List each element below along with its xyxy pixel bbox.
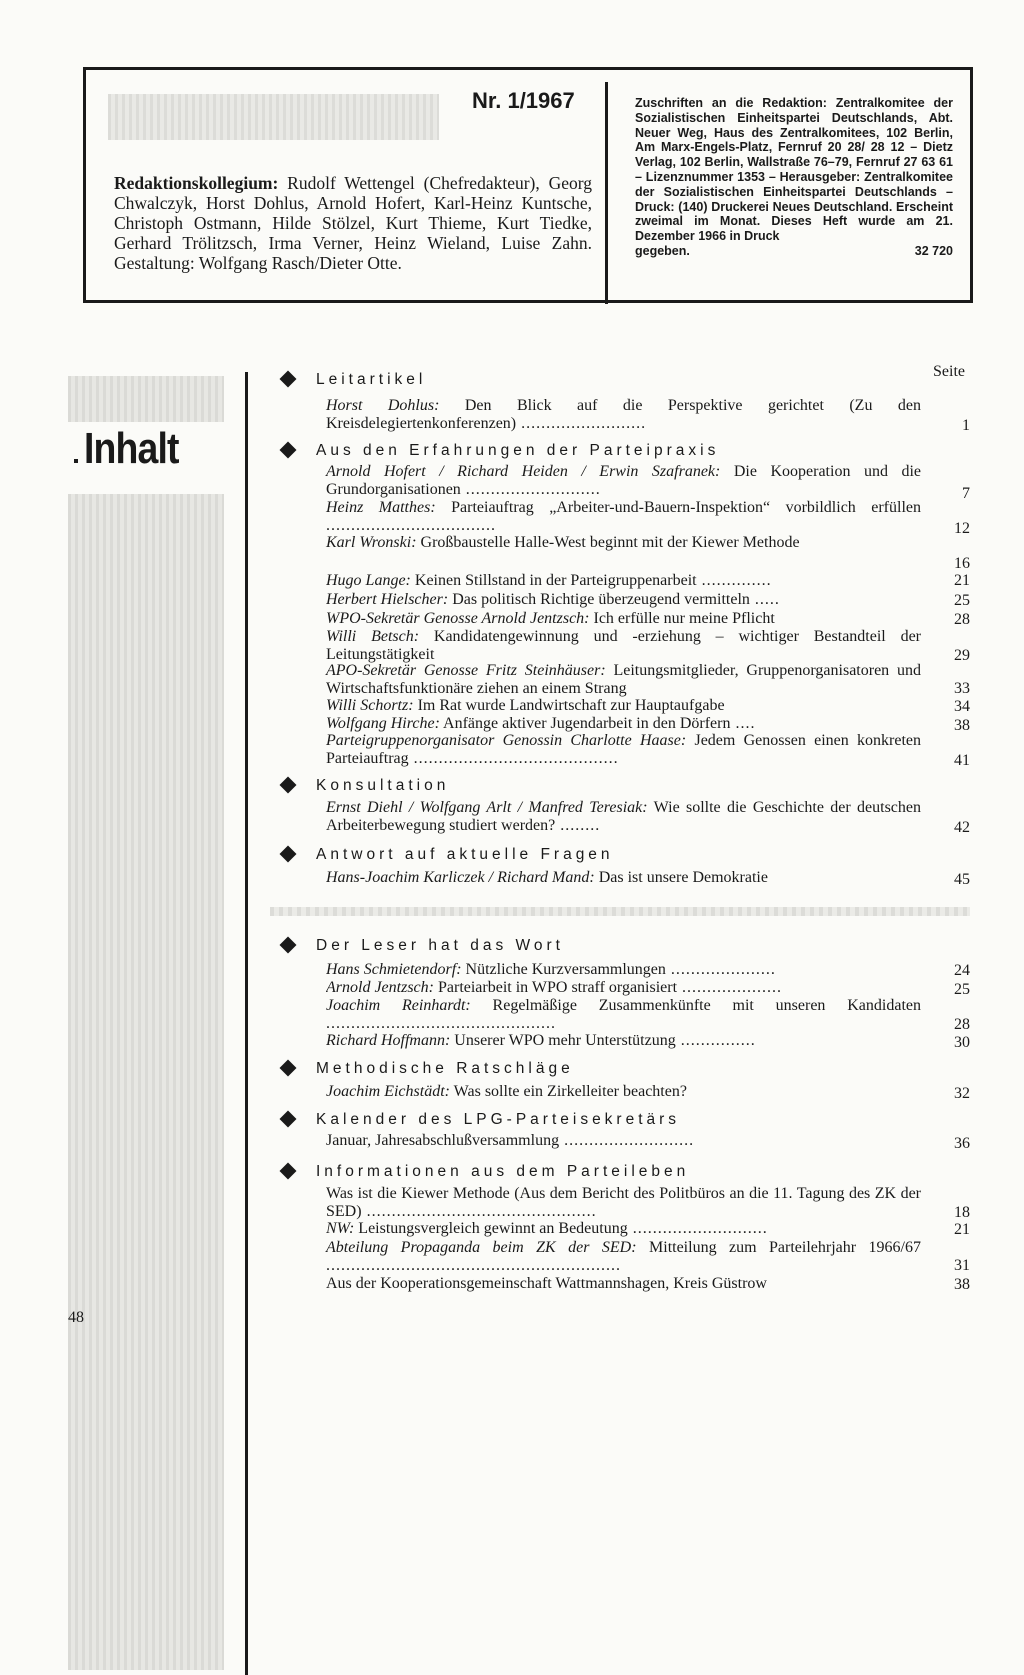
- entry-author: Heinz Matthes:: [326, 499, 436, 516]
- entry-title: Was ist die Kiewer Methode (Aus dem Bericht des Politbüros an die 11. Tagung des ZK der SED): [326, 1185, 921, 1220]
- publisher-code: 32 720: [914, 243, 953, 258]
- entry-author: Arnold Jentzsch:: [326, 979, 434, 996]
- toc-entry: [326, 869, 921, 887]
- entry-title: Ich erfülle nur meine Pflicht: [589, 610, 775, 627]
- entry-page: 28: [954, 1016, 970, 1033]
- entry-page: 33: [954, 680, 970, 697]
- entry-title: Leistungsvergleich gewinnt an Bedeutung: [354, 1220, 628, 1237]
- toc-entry: Was ist die Kiewer Methode (Aus dem Bericht des Politbüros an die 11. Tagung des ZK der SED) ..............................................: [326, 1185, 921, 1220]
- entry-author: Hugo Lange:: [326, 572, 411, 589]
- seite-column-label: Seite: [933, 363, 965, 380]
- toc-entry: Hugo Lange: Keinen Stillstand in der Parteigruppenarbeit ..............: [326, 572, 772, 589]
- section-heading: [278, 776, 449, 796]
- editorial-board-label: Redaktionskollegium:: [114, 173, 279, 193]
- toc-entry: Richard Hoffmann: Unserer WPO mehr Unterstützung ...............: [326, 1032, 756, 1049]
- diamond-bullet-icon: [280, 1059, 297, 1076]
- entry-page: 21: [954, 1221, 970, 1238]
- entry-page: 12: [954, 520, 970, 537]
- diamond-bullet-icon: [280, 776, 297, 793]
- entry-page: 28: [954, 611, 970, 628]
- masthead-gray-band: [108, 94, 439, 140]
- entry-page: 31: [954, 1257, 970, 1274]
- entry-author: Abteilung Propaganda beim ZK der SED:: [326, 1239, 637, 1256]
- entry-title: Regelmäßige Zusammenkünfte mit unseren Kandidaten: [470, 997, 921, 1014]
- entry-page: 24: [954, 962, 970, 979]
- entry-author: NW:: [326, 1220, 355, 1237]
- toc-entry: Arnold Jentzsch: Parteiarbeit in WPO straff organisiert ....................: [326, 979, 783, 996]
- toc-entry: Parteigruppenorganisator Genossin Charlotte Haase: Jedem Genossen einen konkreten Parteiauftrag .........................................: [326, 732, 921, 767]
- entry-title: Parteiauftrag „Arbeiter-und-Bauern-Inspektion“ vorbildlich erfüllen: [435, 499, 922, 516]
- section-separator-band: [270, 907, 970, 916]
- section-heading-text: Methodische Ratschläge: [316, 1060, 574, 1077]
- entry-page: 1: [962, 417, 970, 434]
- entry-title: Jedem Genossen einen konkreten Parteiauftrag: [326, 732, 921, 767]
- entry-page: 16: [954, 555, 970, 572]
- entry-title: Kandidatengewinnung und -erziehung – wichtiger Bestandteil der Leitungstätigkeit: [326, 628, 922, 663]
- entry-page: 36: [954, 1135, 970, 1152]
- toc-entry: Abteilung Propaganda beim ZK der SED: Mitteilung zum Parteilehrjahr 1966/67 ...........................................................: [326, 1239, 921, 1274]
- toc-entry: [326, 628, 921, 663]
- entry-title: Januar, Jahresabschlußversammlung: [326, 1132, 560, 1149]
- toc-entry: Heinz Matthes: Parteiauftrag „Arbeiter-und-Bauern-Inspektion“ vorbildlich erfüllen ..................................: [326, 499, 922, 534]
- entry-page: 18: [954, 1204, 970, 1221]
- section-heading: [278, 845, 614, 865]
- toc-entry: Herbert Hielscher: Das politisch Richtige überzeugend vermitteln .....: [326, 591, 780, 608]
- section-heading-text: Konsultation: [316, 777, 450, 794]
- entry-title: Was sollte ein Zirkelleiter beachten?: [449, 1083, 687, 1100]
- entry-title: Anfänge aktiver Jugendarbeit in den Dörfern: [439, 715, 731, 732]
- section-heading: [278, 370, 426, 390]
- toc-entry: [326, 1275, 921, 1293]
- section-heading-text: Aus den Erfahrungen der Parteipraxis: [316, 442, 720, 459]
- entry-page: 45: [954, 871, 970, 888]
- entry-title: Parteiarbeit in WPO straff organisiert: [433, 979, 678, 996]
- entry-page: 30: [954, 1034, 970, 1051]
- section-heading-text: Leitartikel: [316, 371, 427, 388]
- entry-title: Nützliche Kurzversammlungen: [461, 961, 666, 978]
- entry-page: 21: [954, 572, 970, 589]
- section-heading-text: Informationen aus dem Parteileben: [316, 1163, 690, 1180]
- entry-author: Wolfgang Hirche:: [326, 715, 440, 732]
- entry-page: 32: [954, 1085, 970, 1102]
- diamond-bullet-icon: [280, 845, 297, 862]
- toc-entry: [326, 1083, 921, 1101]
- entry-page: 38: [954, 1276, 970, 1293]
- toc-entry: Arnold Hofert / Richard Heiden / Erwin Szafranek: Die Kooperation und die Grundorganisationen ...........................: [326, 463, 922, 498]
- entry-author: Willi Betsch:: [326, 628, 420, 645]
- toc-entry: [326, 534, 921, 552]
- diamond-bullet-icon: [280, 936, 297, 953]
- entry-title: Den Blick auf die Perspektive gerichtet (Zu den Kreisdelegiertenkonferenzen): [326, 397, 921, 432]
- entry-author: WPO-Sekretär Genosse Arnold Jentzsch:: [326, 610, 590, 627]
- entry-title: Unserer WPO mehr Unterstützung: [450, 1032, 676, 1049]
- entry-title: Großbaustelle Halle-West beginnt mit der Kiewer Methode: [416, 534, 800, 551]
- entry-author: Hans-Joachim Karliczek / Richard Mand:: [326, 869, 595, 886]
- entry-page: 25: [954, 592, 970, 609]
- entry-title: Im Rat wurde Landwirtschaft zur Hauptaufgabe: [413, 697, 725, 714]
- section-heading: [278, 936, 564, 956]
- entry-author: Joachim Reinhardt:: [326, 997, 471, 1014]
- entry-title: Keinen Stillstand in der Parteigruppenarbeit: [410, 572, 697, 589]
- toc-entry: Januar, Jahresabschlußversammlung ..........................: [326, 1132, 695, 1149]
- section-heading-text: Der Leser hat das Wort: [316, 937, 564, 954]
- entry-title: Wie sollte die Geschichte der deutschen Arbeiterbewegung studiert werden?: [326, 799, 921, 834]
- entry-author: Joachim Eichstädt:: [326, 1083, 450, 1100]
- section-heading: [278, 1110, 680, 1130]
- publisher-info-last-line: [635, 244, 953, 259]
- issue-number: Nr. 1/1967: [472, 88, 575, 113]
- entry-title: Mitteilung zum Parteilehrjahr 1966/67: [636, 1239, 921, 1256]
- entry-page: 7: [962, 485, 970, 502]
- entry-author: Arnold Hofert / Richard Heiden / Erwin Szafranek:: [326, 463, 721, 480]
- entry-author: APO-Sekretär Genosse Fritz Steinhäuser:: [326, 662, 606, 679]
- entry-page: 42: [954, 819, 970, 836]
- toc-entry: Ernst Diehl / Wolfgang Arlt / Manfred Teresiak: Wie sollte die Geschichte der deutschen Arbeiterbewegung studiert werden? ........: [326, 799, 921, 834]
- entry-title: Leitungsmitglieder, Gruppenorganisatoren und Wirtschaftsfunktionäre ziehen an einem Strang: [326, 662, 921, 697]
- section-heading-text: Kalender des LPG-Parteisekretärs: [316, 1111, 681, 1128]
- masthead-divider: [605, 82, 608, 304]
- entry-author: Karl Wronski:: [326, 534, 417, 551]
- entry-author: Willi Schortz:: [326, 697, 414, 714]
- section-heading: [278, 1162, 689, 1182]
- masthead-box: [83, 67, 973, 303]
- diamond-bullet-icon: [280, 441, 297, 458]
- entry-author: Richard Hoffmann:: [326, 1032, 451, 1049]
- diamond-bullet-icon: [280, 370, 297, 387]
- entry-author: Herbert Hielscher:: [326, 591, 449, 608]
- entry-author: Ernst Diehl / Wolfgang Arlt / Manfred Teresiak:: [326, 799, 648, 816]
- publisher-address: Zuschriften an die Redaktion: Zentralkomitee der Sozialistischen Einheitspartei Deutschlands, Abt. Neuer Weg, Haus des Zentralkomitees, 102 Berlin, Am Marx-Engels-Platz, Fernruf 20 28/ 28 12 – Dietz Verlag, 102 Berlin, Wallstraße 76–79, Fernruf 27 63 61 – Lizenznummer 1353 – Herausgeber: Zentralkomitee der Sozialistischen Einheitspartei Deutschlands – Druck: (140) Druckerei Neues Deutschland. Erscheint zweimal im Monat. Dieses Heft wurde am 21. Dezember 1966 in Druck: [635, 96, 953, 244]
- entry-title: Das ist unsere Demokratie: [594, 869, 768, 886]
- entry-author: Hans Schmietendorf:: [326, 961, 462, 978]
- entry-title: Aus der Kooperationsgemeinschaft Wattmannshagen, Kreis Güstrow: [326, 1275, 767, 1292]
- section-heading: [278, 441, 719, 461]
- toc-entry: Wolfgang Hirche: Anfänge aktiver Jugendarbeit in den Dörfern ....: [326, 715, 756, 732]
- entry-title: Die Kooperation und die Grundorganisationen: [326, 463, 922, 498]
- toc-entry: [326, 697, 921, 715]
- publisher-tail: gegeben.: [635, 243, 690, 258]
- entry-author: Parteigruppenorganisator Genossin Charlotte Haase:: [326, 732, 687, 749]
- toc-entry: Horst Dohlus: Den Blick auf die Perspektive gerichtet (Zu den Kreisdelegiertenkonferenzen) .........................: [326, 397, 921, 432]
- diamond-bullet-icon: [280, 1110, 297, 1127]
- toc-entry: NW: Leistungsvergleich gewinnt an Bedeutung ...........................: [326, 1220, 768, 1237]
- entry-page: 29: [954, 647, 970, 664]
- publisher-info: [635, 96, 953, 259]
- inhalt-side-band: [68, 376, 224, 1670]
- editorial-board-names: Rudolf Wettengel (Chefredakteur), Georg Chwalczyk, Horst Dohlus, Arnold Hofert, Karl-Heinz Kuntsche, Christoph Ostmann, Hilde Stölzel, Kurt Thieme, Kurt Tiedke, Gerhard Trölitzsch, Irma Verner, Heinz Wieland, Luise Zahn. Gestaltung: Wolfgang Rasch/Dieter Otte.: [114, 173, 592, 273]
- entry-page: 25: [954, 981, 970, 998]
- toc-title: Inhalt: [84, 424, 179, 473]
- toc-entry: Joachim Reinhardt: Regelmäßige Zusammenkünfte mit unseren Kandidaten ..............................................: [326, 997, 921, 1032]
- entry-author: Horst Dohlus:: [326, 397, 440, 414]
- section-heading: [278, 1059, 574, 1079]
- inhalt-bullet: [74, 459, 78, 463]
- entry-page: 34: [954, 698, 970, 715]
- editorial-board: [114, 173, 592, 273]
- entry-page: 38: [954, 717, 970, 734]
- toc-entry: Hans Schmietendorf: Nützliche Kurzversammlungen .....................: [326, 961, 776, 978]
- toc-entry: [326, 662, 921, 697]
- toc-entry: [326, 610, 921, 628]
- diamond-bullet-icon: [280, 1162, 297, 1179]
- entry-page: 41: [954, 752, 970, 769]
- toc-vertical-rule: [245, 372, 248, 1675]
- section-heading-text: Antwort auf aktuelle Fragen: [316, 846, 614, 863]
- page-number: 48: [68, 1309, 84, 1326]
- entry-title: Das politisch Richtige überzeugend vermitteln: [448, 591, 750, 608]
